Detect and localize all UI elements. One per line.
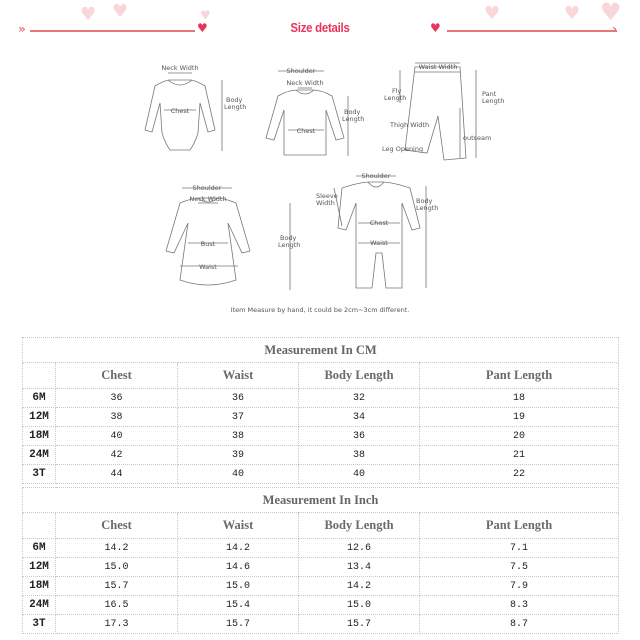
label-waist: Waist (370, 239, 388, 247)
value-cell: 32 (299, 389, 420, 408)
measurement-note: Item Measure by hand, it could be 2cm~3cm different. (230, 306, 410, 314)
header-body-length: Body Length (299, 513, 420, 539)
value-cell: 12.6 (299, 539, 420, 558)
table-row (23, 539, 619, 558)
value-cell: 38 (56, 408, 178, 427)
label-fly-length: Length (384, 94, 407, 102)
table-row (23, 389, 619, 408)
arrow-right-icon: › (612, 22, 617, 36)
label-pant: Pant (482, 90, 497, 98)
header-body-length: Body Length (299, 363, 420, 389)
size-cell: 6M (23, 539, 56, 558)
size-cell: 12M (23, 408, 56, 427)
label-chest: Chest (170, 107, 190, 115)
table-row (23, 408, 619, 427)
label-neck-width: Neck Width (161, 64, 199, 72)
divider-line-left (30, 30, 195, 32)
header-banner (0, 0, 640, 50)
label-neck-width: Neck Width (286, 79, 324, 87)
header-chest: Chest (56, 513, 178, 539)
value-cell: 14.2 (56, 539, 178, 558)
size-cell: 24M (23, 596, 56, 615)
value-cell: 15.7 (56, 577, 178, 596)
table-row (23, 427, 619, 446)
label-length: Length (278, 241, 301, 249)
value-cell: 40 (56, 427, 178, 446)
value-cell: 16.5 (56, 596, 178, 615)
value-cell: 15.7 (178, 615, 299, 634)
heart-decoration-icon: ♥ (484, 3, 501, 24)
label-shoulder: Shoulder (192, 184, 222, 192)
value-cell: 7.9 (420, 577, 619, 596)
size-cell: 3T (23, 615, 56, 634)
value-cell: 15.0 (178, 577, 299, 596)
table-row (23, 596, 619, 615)
value-cell: 36 (56, 389, 178, 408)
value-cell: 15.7 (299, 615, 420, 634)
value-cell: 37 (178, 408, 299, 427)
garment-illustrations (120, 58, 520, 318)
value-cell: 19 (420, 408, 619, 427)
label-fly: Fly (392, 87, 402, 95)
header-pant-length: Pant Length (420, 513, 619, 539)
label-body: Body (344, 108, 361, 116)
value-cell: 36 (178, 389, 299, 408)
label-chest: Chest (369, 219, 389, 227)
size-cell: 24M (23, 446, 56, 465)
value-cell: 40 (178, 465, 299, 484)
label-length: Length (224, 103, 247, 111)
label-body: Body (226, 96, 243, 104)
label-outseam: outseam (463, 134, 492, 142)
value-cell: 8.7 (420, 615, 619, 634)
size-cell: 12M (23, 558, 56, 577)
value-cell: 17.3 (56, 615, 178, 634)
value-cell: 15.0 (56, 558, 178, 577)
header-size (23, 363, 56, 389)
label-sleeve-width: Width (316, 199, 335, 207)
value-cell: 36 (299, 427, 420, 446)
romper-diagram (334, 176, 426, 288)
header-size (23, 513, 56, 539)
heart-decoration-icon: ♥ (564, 3, 581, 24)
measurement-table-inch (22, 487, 619, 634)
label-thigh-width: Thigh Width (390, 121, 430, 129)
value-cell: 44 (56, 465, 178, 484)
heart-decoration-icon: ♥ (200, 8, 211, 22)
table-row (23, 615, 619, 634)
label-neck-width: Neck Width (189, 195, 227, 203)
heart-icon: ♥ (430, 21, 441, 35)
value-cell: 15.4 (178, 596, 299, 615)
header-waist: Waist (178, 513, 299, 539)
size-cell: 6M (23, 389, 56, 408)
header-pant-length: Pant Length (420, 363, 619, 389)
label-body: Body (280, 234, 297, 242)
value-cell: 7.5 (420, 558, 619, 577)
table-title: Measurement In CM (23, 338, 619, 363)
heart-decoration-icon: ♥ (112, 1, 129, 22)
label-waist-width: Waist Width (418, 63, 458, 71)
size-cell: 18M (23, 577, 56, 596)
measurement-table-cm (22, 337, 619, 484)
label-body: Body (416, 197, 433, 205)
value-cell: 14.2 (299, 577, 420, 596)
size-cell: 18M (23, 427, 56, 446)
value-cell: 13.4 (299, 558, 420, 577)
value-cell: 42 (56, 446, 178, 465)
double-chevron-left-icon: » (18, 22, 26, 36)
value-cell: 38 (178, 427, 299, 446)
label-leg-opening: Leg Opening (382, 145, 424, 153)
value-cell: 38 (299, 446, 420, 465)
label-waist: Waist (199, 263, 217, 271)
value-cell: 15.0 (299, 596, 420, 615)
header-waist: Waist (178, 363, 299, 389)
value-cell: 39 (178, 446, 299, 465)
label-chest: Chest (296, 127, 316, 135)
table-row (23, 558, 619, 577)
table-title: Measurement In Inch (23, 488, 619, 513)
value-cell: 21 (420, 446, 619, 465)
heart-icon: ♥ (197, 21, 208, 35)
table-header-row (23, 363, 619, 389)
divider-line-right (447, 30, 617, 32)
value-cell: 7.1 (420, 539, 619, 558)
label-bust: Bust (200, 240, 216, 248)
table-row (23, 465, 619, 484)
size-cell: 3T (23, 465, 56, 484)
label-shoulder: Shoulder (361, 172, 391, 180)
size-diagrams (120, 58, 520, 318)
header-chest: Chest (56, 363, 178, 389)
value-cell: 14.2 (178, 539, 299, 558)
label-length: Length (416, 204, 439, 212)
label-sleeve: Sleeve (316, 192, 338, 200)
value-cell: 22 (420, 465, 619, 484)
value-cell: 18 (420, 389, 619, 408)
table-header-row (23, 513, 619, 539)
heart-decoration-icon: ♥ (600, 0, 622, 26)
page-title: Size details (290, 20, 350, 35)
heart-decoration-icon: ♥ (80, 4, 97, 25)
table-row (23, 446, 619, 465)
value-cell: 14.6 (178, 558, 299, 577)
dress-diagram (166, 188, 290, 290)
value-cell: 40 (299, 465, 420, 484)
table-row (23, 577, 619, 596)
label-shoulder: Shoulder (286, 67, 316, 75)
value-cell: 20 (420, 427, 619, 446)
label-pant-length: Length (482, 97, 505, 105)
value-cell: 34 (299, 408, 420, 427)
value-cell: 8.3 (420, 596, 619, 615)
label-length: Length (342, 115, 365, 123)
